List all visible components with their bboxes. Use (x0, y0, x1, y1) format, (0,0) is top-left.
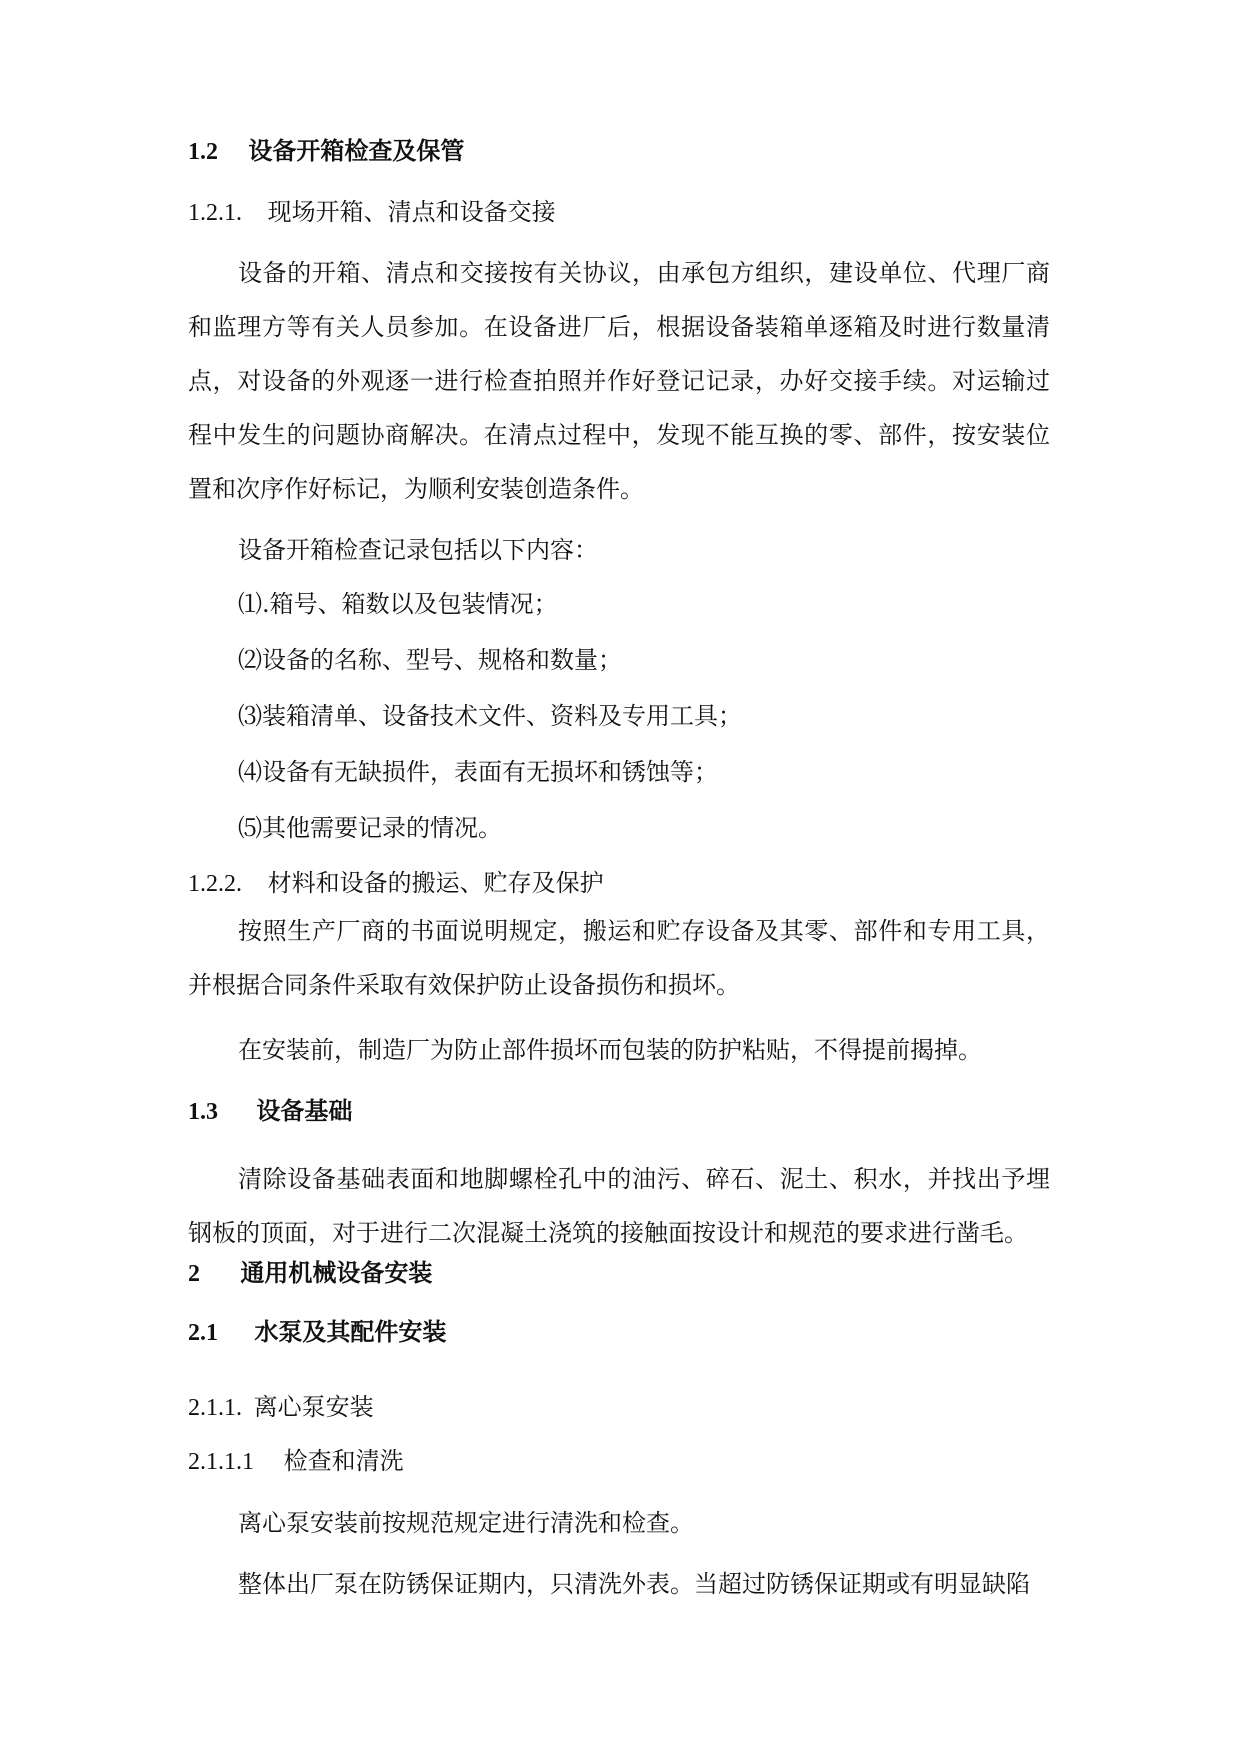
list-item: ⑴.箱号、箱数以及包装情况； (238, 590, 558, 618)
subheading-number: 1.2.1. (188, 200, 242, 226)
paragraph-transport: 按照生产厂商的书面说明规定，搬运和贮存设备及其零、部件和专用工具，并根据合同条件采取有效保护防止设备损伤和损坏。 (188, 917, 1050, 999)
heading-1-3 (188, 1096, 1241, 1127)
subheading-1-2-1 (188, 197, 1241, 228)
subheading-number: 2.1.1.1 (188, 1449, 254, 1475)
heading-title: 设备基础 (256, 1097, 353, 1125)
heading-number: 2.1 (188, 1320, 218, 1346)
subheading-title: 检查和清洗 (283, 1447, 404, 1475)
paragraph-pump-cleaning: 离心泵安装前按规范规定进行清洗和检查。 (238, 1509, 694, 1537)
subheading-2-1-1 (188, 1392, 1241, 1423)
list-item: ⑵设备的名称、型号、规格和数量； (238, 646, 622, 674)
subheading-title: 离心泵安装 (253, 1393, 374, 1421)
list-item: ⑷设备有无缺损件，表面有无损坏和锈蚀等； (238, 758, 718, 786)
list-item: ⑸其他需要记录的情况。 (238, 814, 502, 842)
heading-number: 1.3 (188, 1099, 218, 1125)
subheading-number: 2.1.1. (188, 1395, 242, 1421)
subheading-title: 材料和设备的搬运、贮存及保护 (267, 869, 604, 897)
heading-number: 2 (188, 1261, 200, 1287)
subheading-1-2-2 (188, 868, 1241, 899)
subheading-2-1-1-1 (188, 1446, 1241, 1477)
paragraph-record-intro: 设备开箱检查记录包括以下内容： (238, 536, 598, 564)
heading-2-1 (188, 1317, 1241, 1348)
heading-title: 通用机械设备安装 (240, 1259, 433, 1287)
heading-number: 1.2 (188, 139, 218, 165)
list-item: ⑶装箱清单、设备技术文件、资料及专用工具； (238, 702, 742, 730)
paragraph-rust-warranty: 整体出厂泵在防锈保证期内，只清洗外表。当超过防锈保证期或有明显缺陷 (238, 1570, 1030, 1598)
subheading-number: 1.2.2. (188, 871, 242, 897)
paragraph-foundation: 清除设备基础表面和地脚螺栓孔中的油污、碎石、泥土、积水，并找出予埋钢板的顶面，对于进行二次混凝土浇筑的接触面按设计和规范的要求进行凿毛。 (188, 1165, 1050, 1247)
heading-title: 水泵及其配件安装 (254, 1318, 447, 1346)
heading-1-2 (188, 136, 1241, 167)
paragraph-unpacking: 设备的开箱、清点和交接按有关协议，由承包方组织，建设单位、代理厂商和监理方等有关人员参加。在设备进厂后，根据设备装箱单逐箱及时进行数量清点，对设备的外观逐一进行检查拍照并作好登记记录，办好交接手续。对运输过程中发生的问题协商解决。在清点过程中，发现不能互换的零、部件，按安装位置和次序作好标记，为顺利安装创造条件。 (188, 259, 1050, 503)
heading-2 (188, 1258, 1241, 1289)
subheading-title: 现场开箱、清点和设备交接 (267, 198, 556, 226)
paragraph-protection-film: 在安装前，制造厂为防止部件损坏而包装的防护粘贴，不得提前揭掉。 (238, 1036, 982, 1064)
heading-title: 设备开箱检查及保管 (248, 137, 465, 165)
